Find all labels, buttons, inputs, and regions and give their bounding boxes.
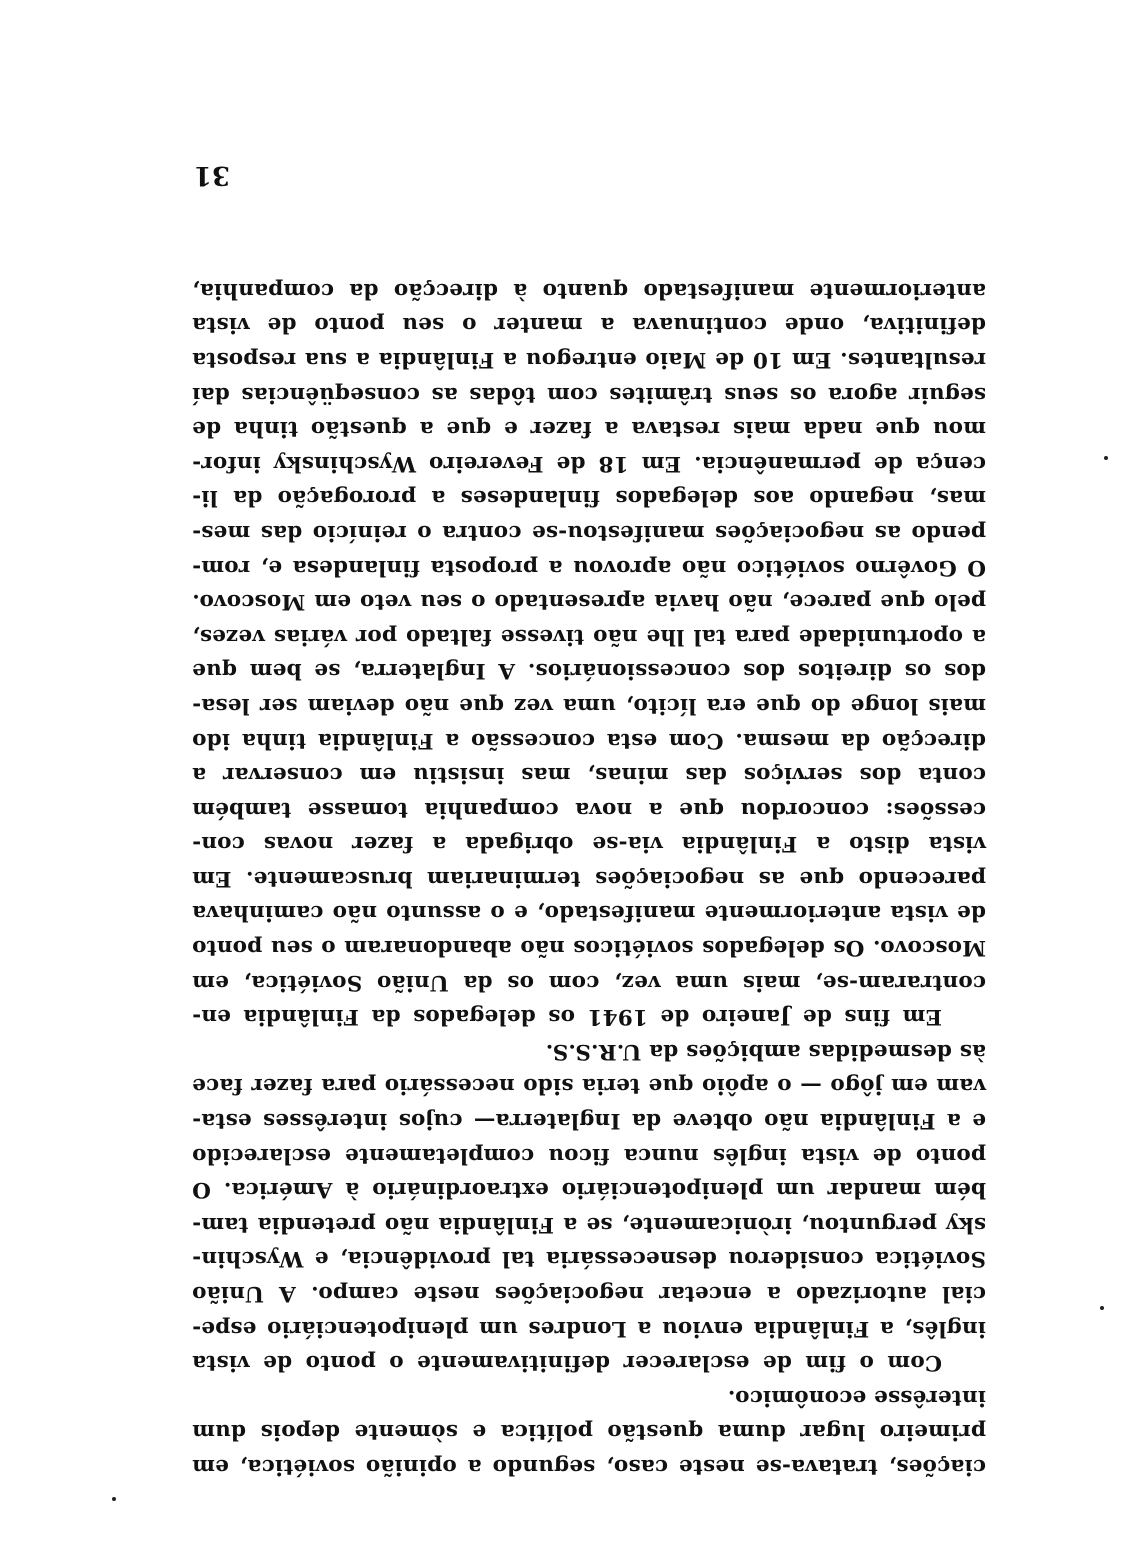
text-line: ponto de vista inglês nunca ficou completamente esclarecido [192,1142,986,1168]
text-line: a oportunidade para tal lhe não tivesse faltado por várias vezes, [192,623,986,649]
text-line: vista disto a Finlândia via-se obrigada a fazer novas con- [192,831,986,857]
text-line: mais longe do que era lícito, uma vez que não deviam ser lesa- [192,692,986,718]
text-line: Em fins de Janeiro de 1941 os delegados da Finlândia en- [192,1004,942,1030]
text-line: conta dos serviços das minas, mas insistiu em conservar a [192,762,986,788]
text-line: Com o fim de esclarecer definitivamente o ponto de vista [192,1350,942,1376]
scan-speck [1100,1306,1104,1310]
text-line: e a Finlândia não obteve da Inglaterra— cujos interêsses esta- [192,1108,986,1134]
text-line: dos os direitos dos concessionários. A Inglaterra, se bem que [192,658,986,684]
scan-speck [112,1497,116,1501]
text-line: pendo as negociações manifestou-se contra o reinício das mes- [192,519,986,545]
text-line: de vista anteriormente manifestado, e o assunto não caminhava [192,900,986,926]
text-line: contraram-se, mais uma vez, com os da União Soviética, em [192,969,986,995]
text-line: cial autorizado a encetar negociações neste campo. A União [192,1281,986,1307]
text-line: definitiva, onde continuava a manter o seu ponto de vista [192,312,986,338]
text-line: às desmedidas ambições da U.R.S.S. [545,1038,986,1064]
body-text [192,272,986,1483]
text-line: cença de permanência. Em 18 de Fevereiro Wyschinsky infor- [192,450,986,476]
text-line: parecendo que as negociações terminariam bruscamente. Em [192,865,986,891]
text-line: interêsse econômico. [727,1384,986,1410]
text-line: primeiro lugar duma questão política e sòmente depois dum [192,1419,986,1445]
text-line: resultantes. Em 10 de Maio entregou a Finlândia a sua resposta [192,347,986,372]
text-line: mou que nada mais restava a fazer e que a questão tinha de [192,416,986,442]
text-line: mas, negando aos delegados finlandeses a prorogação da li- [192,485,986,511]
text-line: inglês, a Finlândia enviou a Londres um plenipotenciário espe- [192,1315,986,1341]
text-line: direcção da mesma. Com esta concessão a Finlândia tinha ido [192,727,986,753]
text-line: seguir agora os seus trâmites com tôdas as conseqüências daí [192,381,986,407]
page-number: 31 [193,160,230,190]
text-line: ciações, tratava-se neste caso, segundo a opinião soviética, em [192,1454,986,1479]
text-line: anteriormente manifestado quanto à direcção da companhia, [192,277,986,303]
text-line: sky perguntou, irònicamente, se a Finlândia não pretendia tam- [192,1211,986,1237]
text-line: O Govêrno soviético não aprovou a proposta finlandesa e, rom- [192,554,986,580]
text-line: Soviética considerou desnecessária tal providência, e Wyschin- [192,1246,986,1272]
text-line: bém mandar um plenipotenciário extraordinário à América. O [192,1177,986,1203]
text-line: pelo que parece, não havia apresentado o seu veto em Moscovo. [192,589,986,615]
text-line: cessões: concordou que a nova companhia tomasse também [192,796,986,822]
text-line: vam em jôgo — o apôio que teria sido necessário para fazer face [192,1073,986,1099]
scan-speck [1104,456,1108,460]
text-line: Moscovo. Os delegados soviéticos não abandonaram o seu ponto [192,935,986,961]
